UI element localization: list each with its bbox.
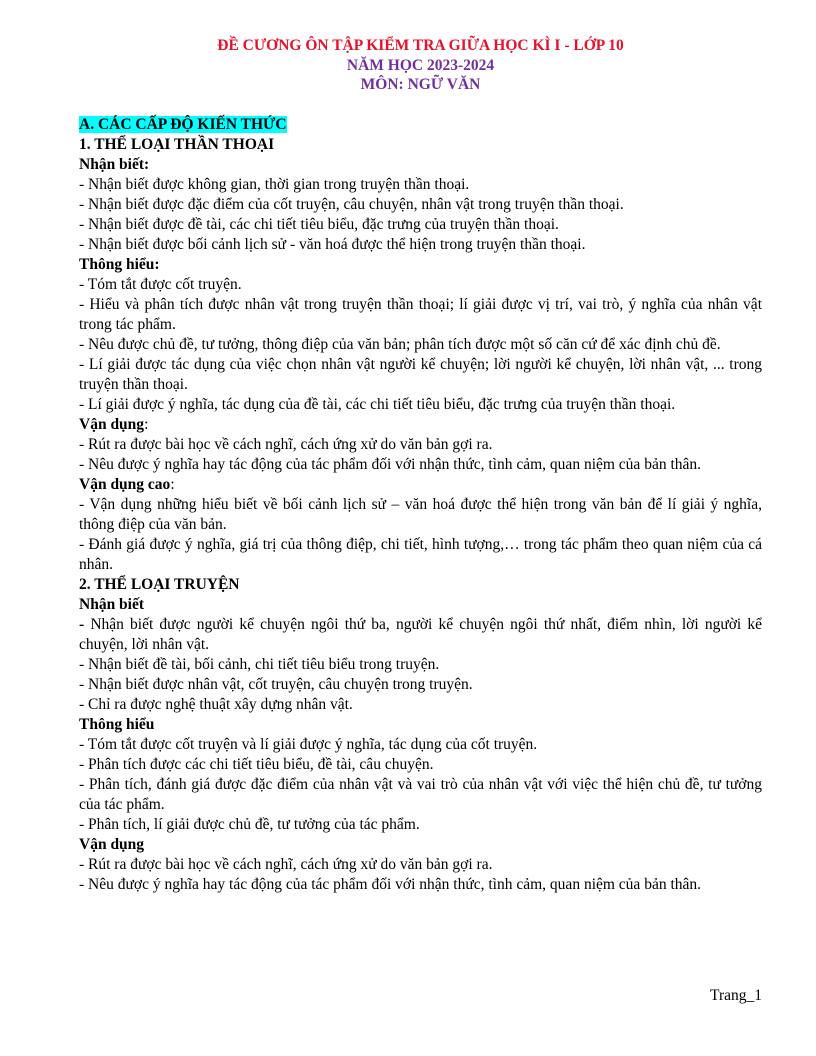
document-page	[79, 36, 762, 895]
list-item	[79, 615, 762, 655]
list-item: - Đánh giá được ý nghĩa, giá trị của thông điệp, chi tiết, hình tượng,… trong tác phẩm theo quan niệm của cá nhân.	[79, 535, 762, 573]
list-item: - Vận dụng những hiểu biết về bối cảnh lịch sử – văn hoá được thể hiện trong văn bản để lí giải ý nghĩa, thông điệp của văn bản.	[79, 495, 762, 533]
group-label-nhan-biet: Nhận biết:	[79, 155, 150, 173]
group-label-text: Vận dụng cao	[79, 475, 171, 493]
group-label-thong-hieu: Thông hiểu	[79, 715, 155, 733]
list-item: - Lí giải được ý nghĩa, tác dụng của đề tài, các chi tiết tiêu biểu, đặc trưng của truyện thần thoại.	[79, 395, 676, 413]
page-number: Trang_1	[710, 987, 762, 1004]
school-year: NĂM HỌC 2023-2024	[346, 56, 495, 74]
section-heading	[79, 115, 762, 135]
list-item: - Phân tích được các chi tiết tiêu biểu, đề tài, câu chuyện.	[79, 755, 434, 773]
list-item: - Rút ra được bài học về cách nghĩ, cách ứng xử do văn bản gợi ra.	[79, 855, 493, 873]
list-item: - Nhận biết được đặc điểm của cốt truyện, câu chuyện, nhân vật trong truyện thần thoại.	[79, 195, 624, 213]
list-item: - Nêu được chủ đề, tư tưởng, thông điệp của văn bản; phân tích được một số căn cứ để xác định chủ đề.	[79, 335, 721, 353]
list-item: - Nêu được ý nghĩa hay tác động của tác phẩm đối với nhận thức, tình cảm, quan niệm của bản thân.	[79, 875, 702, 893]
group-label-van-dung-cao	[79, 475, 762, 495]
list-item: - Phân tích, lí giải được chủ đề, tư tưởng của tác phẩm.	[79, 815, 420, 833]
list-item: - Tóm tắt được cốt truyện.	[79, 275, 242, 293]
group-label-van-dung: Vận dụng	[79, 835, 145, 853]
list-item: - Nhận biết đề tài, bối cảnh, chi tiết tiêu biểu trong truyện.	[79, 655, 440, 673]
list-item: - Nhận biết được nhân vật, cốt truyện, câu chuyện trong truyện.	[79, 675, 473, 693]
list-item: - Nhận biết được đề tài, các chi tiết tiêu biểu, đặc trưng của truyện thần thoại.	[79, 215, 559, 233]
list-item: - Nhận biết được bối cảnh lịch sử - văn hoá được thể hiện trong truyện thần thoại.	[79, 235, 586, 253]
group-label-colon: :	[170, 475, 175, 493]
list-item: - Chỉ ra được nghệ thuật xây dựng nhân vật.	[79, 695, 353, 713]
list-item: - Lí giải được tác dụng của việc chọn nhân vật người kể chuyện; lời người kể chuyện, lời nhân vật, ... trong truyện thần thoại.	[79, 355, 762, 393]
list-item: - Nêu được ý nghĩa hay tác động của tác phẩm đối với nhận thức, tình cảm, quan niệm của bản thân.	[79, 455, 702, 473]
highlighted-section-a: A. CÁC CẤP ĐỘ KIẾN THỨC	[79, 115, 287, 133]
document-title: ĐỀ CƯƠNG ÔN TẬP KIỂM TRA GIỮA HỌC KÌ I - LỚP 10	[217, 37, 624, 54]
group-label-text: Vận dụng	[79, 415, 145, 433]
group-label-nhan-biet: Nhận biết	[79, 595, 145, 613]
subject-name: MÔN: NGỮ VĂN	[360, 76, 481, 93]
bold-dash: -	[79, 615, 85, 633]
list-item: - Hiểu và phân tích được nhân vật trong truyện thần thoại; lí giải được vị trí, vai trò, ý nghĩa của nhân vật trong tác phẩm.	[79, 295, 762, 333]
group-label-colon: :	[144, 415, 149, 433]
list-item: - Rút ra được bài học về cách nghĩ, cách ứng xử do văn bản gợi ra.	[79, 435, 493, 453]
list-item-text: Nhận biết được người kể chuyện ngôi thứ ba, người kể chuyện ngôi thứ nhất, điểm nhìn, lời người kể chuyện, lời nhân vật.	[79, 615, 762, 653]
subsection-title-truyen: 2. THỂ LOẠI TRUYỆN	[79, 575, 240, 593]
list-item: - Nhận biết được không gian, thời gian trong truyện thần thoại.	[79, 175, 470, 193]
document-body	[79, 115, 762, 895]
list-item: - Tóm tắt được cốt truyện và lí giải được ý nghĩa, tác dụng của cốt truyện.	[79, 735, 538, 753]
group-label-thong-hieu: Thông hiểu:	[79, 255, 160, 273]
group-label-van-dung	[79, 415, 762, 435]
subsection-title-than-thoai: 1. THỂ LOẠI THẦN THOẠI	[79, 135, 275, 153]
list-item: - Phân tích, đánh giá được đặc điểm của nhân vật và vai trò của nhân vật với việc thể hiện chủ đề, tư tưởng của tác phẩm.	[79, 775, 762, 813]
